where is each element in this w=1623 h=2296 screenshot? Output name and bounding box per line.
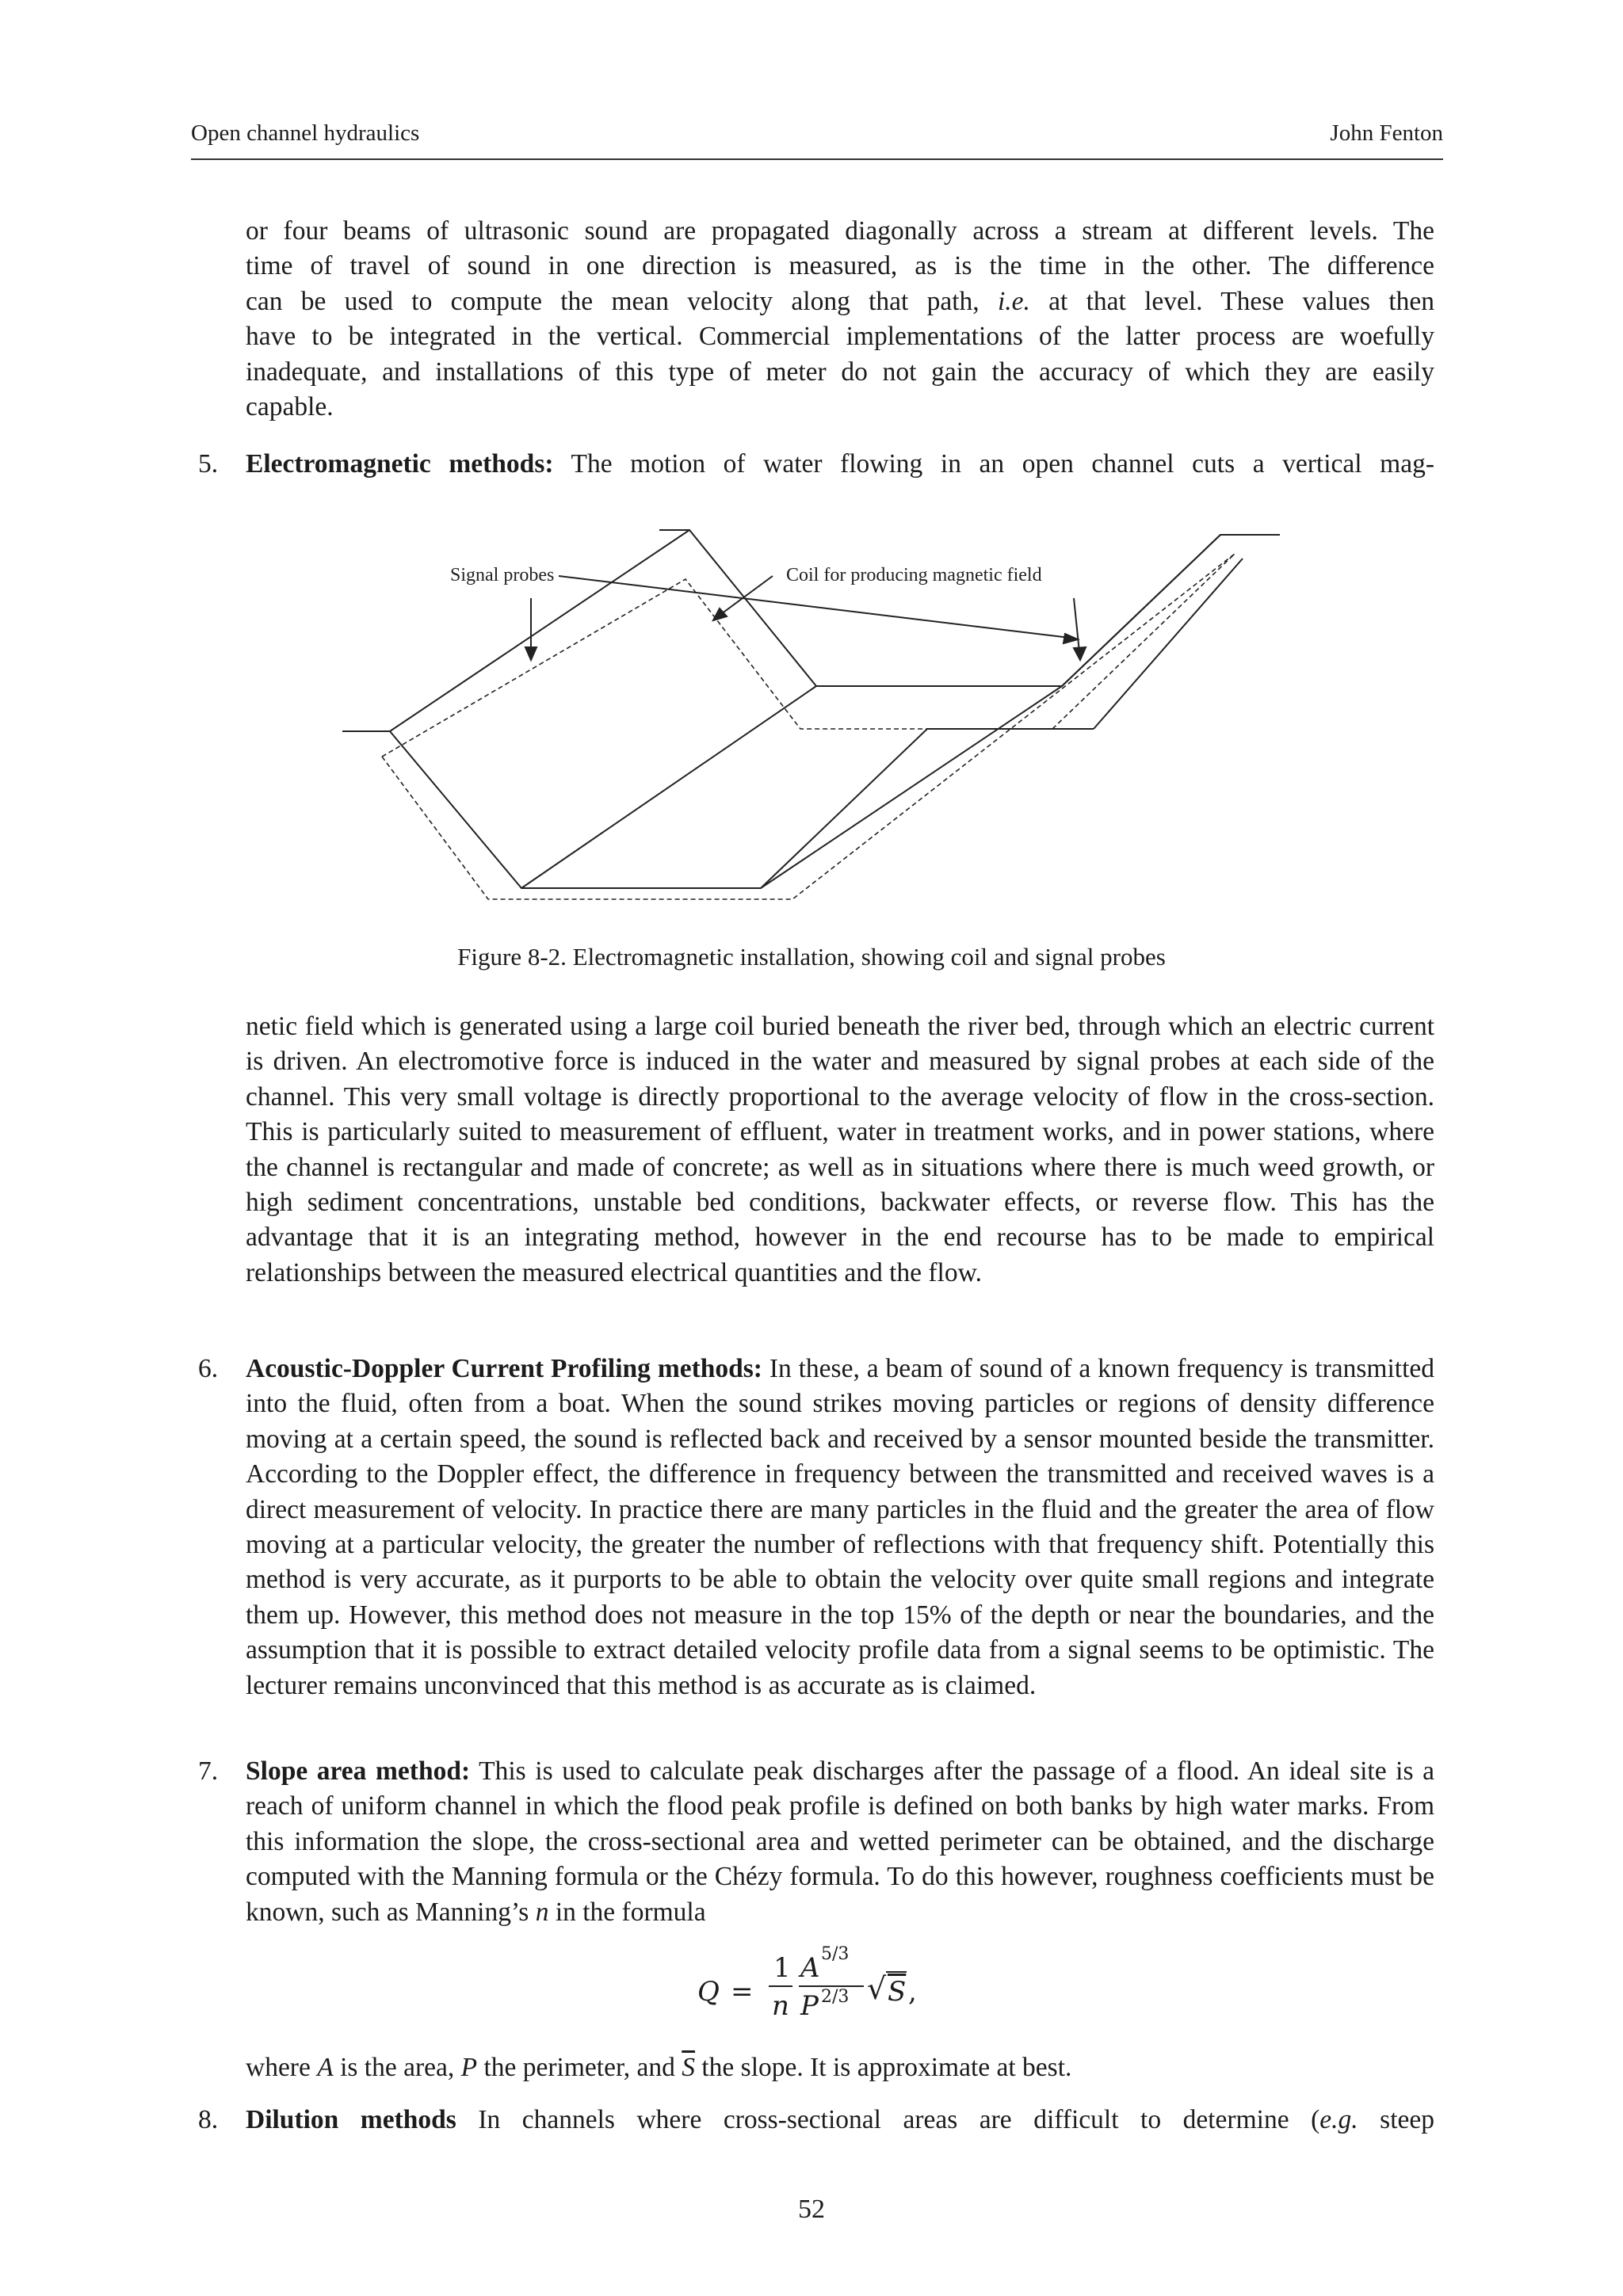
intro-line: or four beams of ultrasonic sound are propagated diagonally across a stream at different levels. The xyxy=(246,216,1434,246)
label-coil: Coil for producing magnetic field xyxy=(786,565,1042,585)
formula-n: n xyxy=(772,1990,789,2022)
formula-Q: Q xyxy=(697,1976,720,2008)
manning-formula xyxy=(697,1944,1014,2035)
coil-arrowhead xyxy=(713,608,727,620)
intro-line: can be used to compute the mean velocity along that path, i.e. at that level. These values then xyxy=(246,286,1434,316)
item-body: Electromagnetic methods: The motion of water flowing in an open channel cuts a vertical mag- xyxy=(246,449,1434,479)
header-author: John Fenton xyxy=(1330,120,1443,146)
probe-arrowhead-left xyxy=(525,647,537,660)
channel-diagonal xyxy=(521,686,816,888)
label-signal-probes: Signal probes xyxy=(450,565,555,585)
header-title: Open channel hydraulics xyxy=(191,120,420,146)
intro-line: time of travel of sound in one direction is measured, as is the time in the other. The difference xyxy=(246,251,1434,281)
channel-section xyxy=(390,686,1062,888)
eg-abbrev: e.g. xyxy=(1319,2105,1358,2134)
formula-P-exp: 2/3 xyxy=(821,1987,850,2007)
probe-arrow-right xyxy=(1074,598,1079,652)
item-number: 6. xyxy=(198,1354,219,1383)
item-number: 5. xyxy=(198,449,219,479)
probe-arrowhead-right xyxy=(1064,634,1078,643)
item-title: Dilution methods xyxy=(246,2105,456,2134)
formula-P: P xyxy=(800,1990,819,2022)
figure-caption: Figure 8-2. Electromagnetic installation, showing coil and signal probes xyxy=(457,943,1166,971)
formula-A: A xyxy=(800,1952,820,1984)
formula-sqrt: √ xyxy=(867,1971,887,2006)
item-body: Dilution methods In channels where cross-sectional areas are difficult to determine (e.g. steep xyxy=(246,2105,1434,2134)
item-title: Slope area method: xyxy=(246,1756,471,1786)
arrows xyxy=(525,576,1086,660)
coil-outline xyxy=(390,530,1280,731)
item-title: Electromagnetic methods: xyxy=(246,449,554,479)
item-number: 8. xyxy=(198,2105,219,2134)
fraction-bar-1 xyxy=(769,1985,792,1987)
running-header xyxy=(191,120,1443,160)
ie-abbrev: i.e. xyxy=(997,286,1030,316)
page-number: 52 xyxy=(798,2195,825,2224)
intro-line: inadequate, and installations of this type of meter do not gain the accuracy of which they are easily xyxy=(246,357,1434,387)
item-5-continuation: netic field which is generated using a large coil buried beneath the river bed, through which an electric current is driven. An electromotive force is induced in the water and measured by signal probes at each side of the channel. This very small voltage is directly proportional to the average velocity of flow in the cross-section. This is particularly suited to measurement of effluent, water in treatment works, and in power stations, where the channel is rectangular and made of concrete; as well as in situations where there is much weed growth, or high sediment concentrations, unstable bed conditions, backwater effects, or reverse flow. This has the advantage that it is an integrating method, however in the end recourse has to be made to empirical relationships between the measured electrical quantities and the flow. xyxy=(246,1012,1434,1287)
intro-line: have to be integrated in the vertical. Commercial implementations of the latter process are woefully xyxy=(246,322,1434,352)
item-number: 7. xyxy=(198,1756,219,1786)
symbol-P: P xyxy=(460,2053,478,2082)
channel-bank-right xyxy=(761,729,1094,888)
sqrt-bar xyxy=(886,1971,907,1973)
item-body: Acoustic-Doppler Current Profiling methods: In these, a beam of sound of a known frequency is transmitted into the fluid, often from a boat. When the sound strikes moving particles or regions of density difference moving at a certain speed, the sound is reflected back and received by a sensor mounted beside the transmitter. According to the Doppler effect, the difference in frequency between the transmitted and received waves is a direct measurement of velocity. In practice there are many particles in the fluid and the greater the area of flow moving at a particular velocity, the greater the number of reflections with that frequency shift. Potentially this method is very accurate, as it purports to be able to obtain the velocity over quite small regions and integrate them up. However, this method does not measure in the top 15% of the depth or near the boundaries, and the assumption that it is possible to extract detailed velocity profile data from a signal seems to be optimistic. The lecturer remains unconvinced that this method is as accurate as is claimed. xyxy=(246,1354,1434,1700)
formula-A-exp: 5/3 xyxy=(821,1944,850,1964)
formula-explanation: where A is the area, P the perimeter, and $\overline{S}$ the slope. It is approximate at best. xyxy=(246,2053,1072,2082)
symbol-A: A xyxy=(317,2053,334,2082)
coil-arrow xyxy=(721,576,773,614)
item-title: Acoustic-Doppler Current Profiling methods: xyxy=(246,1354,762,1383)
formula-equals: = xyxy=(731,1976,754,2008)
math-n: n xyxy=(535,1897,549,1927)
formula-S: S xyxy=(888,1976,907,2008)
symbol-S: $\overline{S}$ xyxy=(682,2053,695,2082)
formula-one: 1 xyxy=(773,1952,791,1984)
intro-paragraph xyxy=(246,214,1434,425)
figure-electromagnetic xyxy=(333,519,1316,915)
intro-line: capable. xyxy=(246,392,334,422)
item-body: Slope area method: This is used to calculate peak discharges after the passage of a flood. An ideal site is a reach of uniform channel in which the flood peak profile is defined on both banks by high water marks. From this information the slope, the cross-sectional area and wetted perimeter can be obtained, and the discharge computed with the Manning formula or the Chézy formula. To do this however, roughness coefficients must be known, such as Manning’s n in the formula xyxy=(246,1756,1434,1927)
formula-comma: , xyxy=(908,1976,917,2008)
probe-arrowhead-right-2 xyxy=(1074,647,1086,660)
